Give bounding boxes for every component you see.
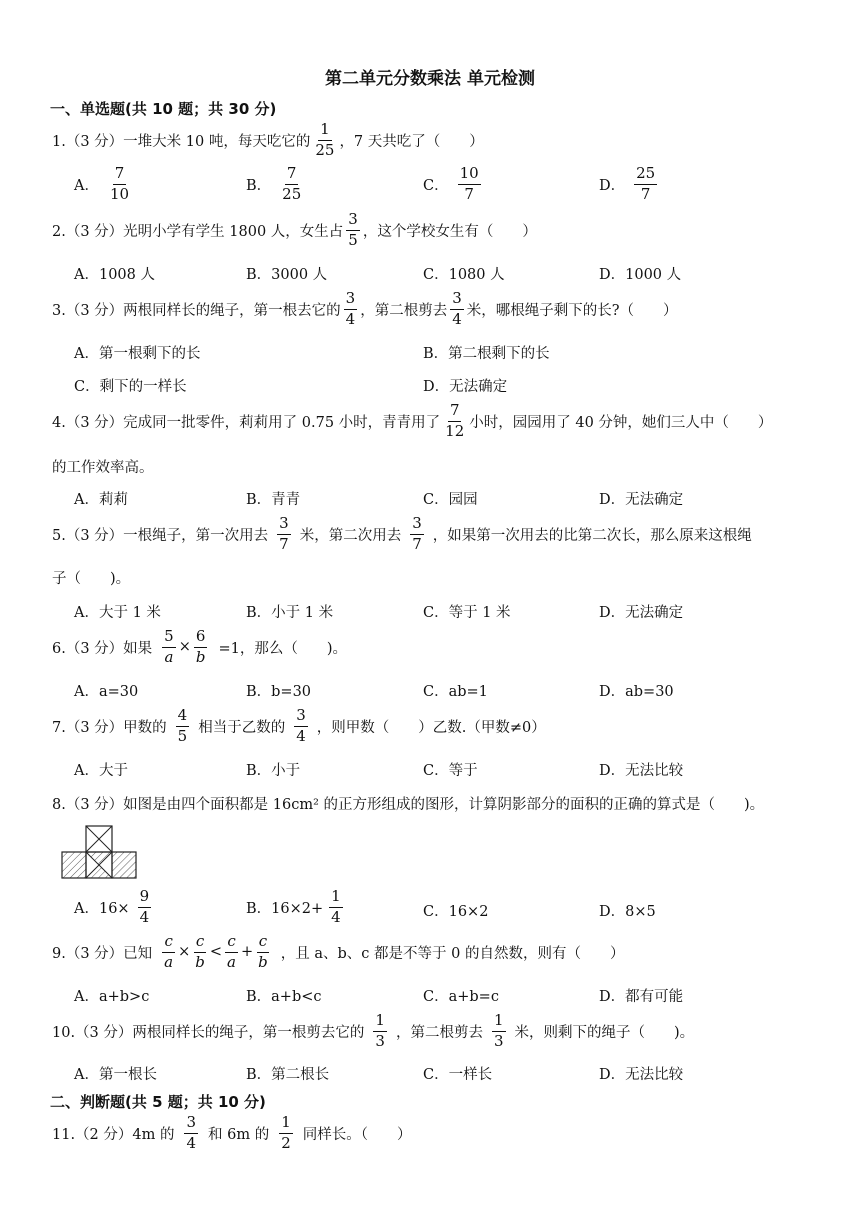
question-2: 2.（3 分）光明小学有学生 1800 人，女生占 $\frac{3}{5}$ ，这个学校女生有（ ） xyxy=(52,210,537,249)
question-3: 3.（3 分）两根同样长的绳子，第一根去它的 $\frac{3}{4}$ ，第二根剪去 $\frac{3}{4}$ 米，哪根绳子剩下的长?（ ） xyxy=(52,289,678,328)
option-b[interactable]: B．青青 xyxy=(246,492,301,508)
shaded-square-right xyxy=(112,852,136,878)
option-a[interactable]: A．莉莉 xyxy=(74,492,128,508)
fraction: $\frac{3}{7}$ xyxy=(412,514,422,553)
option-a[interactable]: A．大于 1 米 xyxy=(74,605,161,621)
option-d[interactable]: D．无法确定 xyxy=(599,492,684,508)
fraction: $\frac{1}{3}$ xyxy=(375,1011,385,1050)
option-c[interactable]: C．1080 人 xyxy=(423,267,505,283)
fraction: $\frac{c}{a}$ xyxy=(227,932,236,971)
question-9: 9.（3 分）已知 $\frac{c}{a}$ × $\frac{c}{b}$ < $\frac{c}{a}$ + $\frac{c}{b}$ ，且 a、b、c 都是不等于 0 的自然数，则有（ ） xyxy=(52,932,625,971)
question-10: 10.（3 分）两根同样长的绳子，第一根剪去它的 $\frac{1}{3}$ ，第二根剪去 $\frac{1}{3}$ 米，则剩下的绳子（ )。 xyxy=(52,1011,695,1050)
question-5: 5.（3 分）一根绳子，第一次用去 $\frac{3}{7}$ 米，第二次用去 $\frac{3}{7}$ ，如果第一次用去的比第二次长，那么原来这根绳 xyxy=(52,514,752,553)
fraction: $\frac{1}{3}$ xyxy=(493,1011,504,1050)
option-b[interactable]: B．小于 1 米 xyxy=(246,605,334,621)
option-a[interactable]: A． $\frac{7}{10}$ xyxy=(74,164,130,203)
fraction: $\frac{1}{25}$ xyxy=(315,120,335,159)
option-b[interactable]: B．第二根剩下的长 xyxy=(423,346,550,362)
option-d[interactable]: D．8×5 xyxy=(599,904,656,920)
option-b[interactable]: B．3000 人 xyxy=(246,267,328,283)
option-a[interactable]: A．大于 xyxy=(74,763,128,779)
option-c[interactable]: C．一样长 xyxy=(423,1067,493,1083)
fraction: $\frac{3}{4}$ xyxy=(345,289,356,328)
fraction: $\frac{3}{4}$ xyxy=(296,706,306,745)
option-d[interactable]: D．无法确定 xyxy=(599,605,684,621)
option-c[interactable]: C．a+b=c xyxy=(423,989,499,1005)
question-8: 8.（3 分）如图是由四个面积都是 16cm² 的正方形组成的图形，计算阴影部分的面积的正确的算式是（ )。 xyxy=(52,797,765,813)
option-d[interactable]: D．无法比较 xyxy=(599,1067,684,1083)
option-b[interactable]: B．b=30 xyxy=(246,684,312,700)
fraction: $\frac{3}{5}$ xyxy=(348,210,358,249)
question-7: 7.（3 分）甲数的 $\frac{4}{5}$ 相当于乙数的 $\frac{3}{4}$ ，则甲数（ ）乙数.（甲数≠0） xyxy=(52,706,546,745)
question-4-continuation: 的工作效率高。 xyxy=(52,460,154,476)
fraction: $\frac{3}{7}$ xyxy=(279,514,289,553)
question-text: 1.（3 分）一堆大米 10 吨，每天吃它的 xyxy=(52,133,311,150)
option-a[interactable]: A．第一根剩下的长 xyxy=(74,346,201,362)
option-d[interactable]: D．都有可能 xyxy=(599,989,684,1005)
option-b[interactable]: B．16×2+ $\frac{1}{4}$ xyxy=(246,887,341,926)
question-11: 11.（2 分）4m 的 $\frac{3}{4}$ 和 6m 的 $\frac{1}{2}$ 同样长。（ ） xyxy=(52,1113,412,1152)
fraction: $\frac{c}{b}$ xyxy=(258,932,268,971)
question-4: 4.（3 分）完成同一批零件，莉莉用了 0.75 小时，青青用了 $\frac{7}{12}$ 小时，园园用了 40 分钟，她们三人中（ ） xyxy=(52,401,773,440)
option-c[interactable]: C． $\frac{10}{7}$ xyxy=(423,164,479,203)
option-b[interactable]: B．第二根长 xyxy=(246,1067,330,1083)
fraction: $\frac{1}{2}$ xyxy=(281,1113,291,1152)
fraction: $\frac{c}{a}$ xyxy=(164,932,174,971)
shaded-triangle xyxy=(86,865,112,878)
option-b[interactable]: B．a+b<c xyxy=(246,989,322,1005)
fraction: $\frac{3}{4}$ xyxy=(452,289,462,328)
option-c[interactable]: C．等于 1 米 xyxy=(423,605,511,621)
option-a[interactable]: A．16× $\frac{9}{4}$ xyxy=(74,887,150,926)
option-a[interactable]: A．a=30 xyxy=(74,684,139,700)
option-d[interactable]: D．无法确定 xyxy=(423,379,508,395)
question-text: ，7 天共吃了（ ） xyxy=(339,133,484,150)
question-6: 6.（3 分）如果 $\frac{5}{a}$ × $\frac{6}{b}$ =1，那么（ )。 xyxy=(52,627,348,666)
option-a[interactable]: A．a+b>c xyxy=(74,989,150,1005)
shaded-triangle xyxy=(86,852,112,865)
fraction: $\frac{c}{b}$ xyxy=(195,932,205,971)
fraction: $\frac{7}{12}$ xyxy=(445,401,465,440)
page-title: 第二单元分数乘法 单元检测 xyxy=(325,69,535,89)
section-heading-single-choice: 一、单选题(共 10 题；共 30 分) xyxy=(50,100,277,118)
option-c[interactable]: C．园园 xyxy=(423,492,478,508)
option-b[interactable]: B． $\frac{7}{25}$ xyxy=(246,164,302,203)
section-heading-true-false: 二、判断题(共 5 题；共 10 分) xyxy=(50,1093,266,1111)
option-a[interactable]: A．1008 人 xyxy=(74,267,155,283)
fraction: $\frac{5}{a}$ xyxy=(164,627,174,666)
option-b[interactable]: B．小于 xyxy=(246,763,301,779)
question-5-continuation: 子（ )。 xyxy=(52,571,131,587)
option-c[interactable]: C．等于 xyxy=(423,763,478,779)
shaded-square-left xyxy=(62,852,86,878)
option-c[interactable]: C．16×2 xyxy=(423,904,489,920)
option-c[interactable]: C．ab=1 xyxy=(423,684,488,700)
option-c[interactable]: C．剩下的一样长 xyxy=(74,379,187,395)
squares-figure xyxy=(60,824,138,880)
option-d[interactable]: D． $\frac{25}{7}$ xyxy=(599,164,656,203)
option-d[interactable]: D．无法比较 xyxy=(599,763,684,779)
question-1 xyxy=(52,122,484,159)
option-d[interactable]: D．ab=30 xyxy=(599,684,674,700)
fraction: $\frac{3}{4}$ xyxy=(186,1113,197,1152)
fraction: $\frac{6}{b}$ xyxy=(195,627,206,666)
option-a[interactable]: A．第一根长 xyxy=(74,1067,157,1083)
fraction: $\frac{4}{5}$ xyxy=(177,706,188,745)
option-d[interactable]: D．1000 人 xyxy=(599,267,682,283)
